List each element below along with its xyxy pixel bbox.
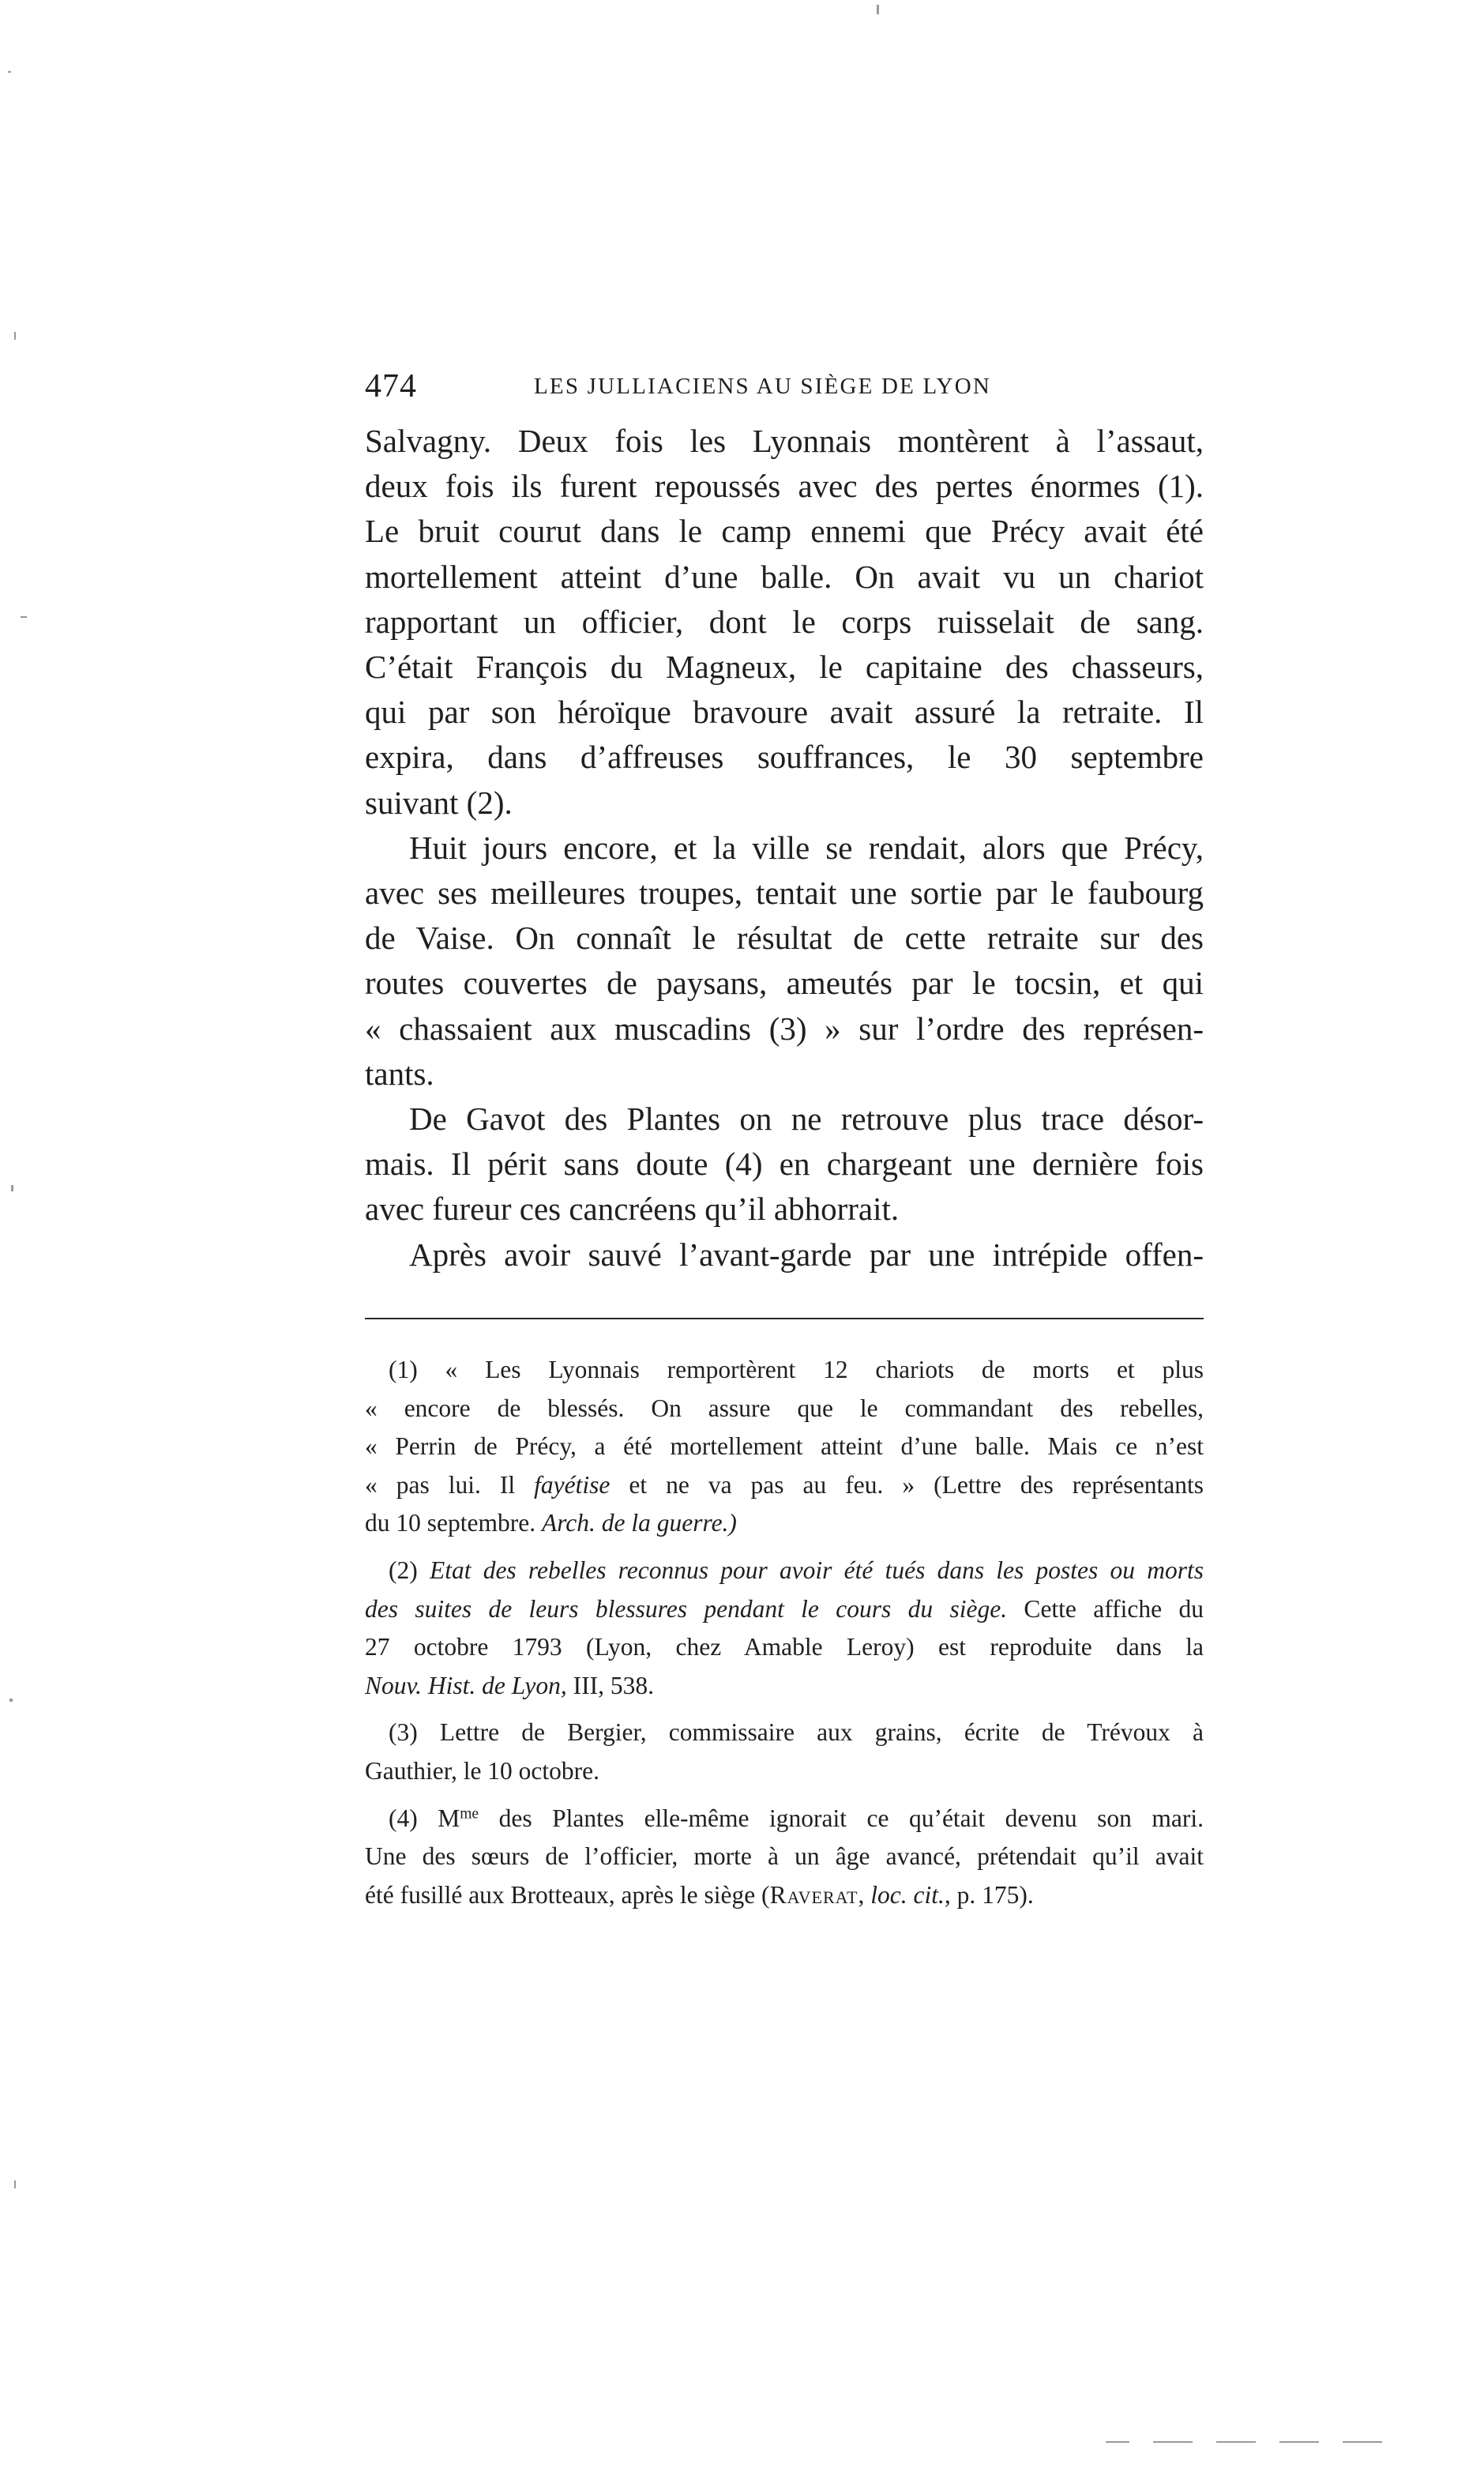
text-line: rapportant un officier, dont le corps ruisselait de sang. [365,603,1204,640]
scan-speck [11,1185,13,1191]
text-line: Salvagny. Deux fois les Lyonnais montèrent à l’assaut, [365,423,1204,459]
footnote-1 [365,1351,1204,1543]
footnote-line: (3) Lettre de Bergier, commissaire aux grains, écrite de Trévoux à [389,1718,1204,1747]
scan-speck [14,2180,16,2188]
text-line: C’était François du Magneux, le capitaine des chasseurs, [365,649,1204,686]
footnote-line: « Perrin de Précy, a été mortellement atteint d’une balle. Mais ce n’est [365,1432,1204,1461]
footnote-line [365,1876,1204,1915]
scan-speck [14,332,16,340]
paragraph-2 [365,826,1204,1097]
footnote-italic: Etat des rebelles reconnus pour avoir été tués dans les postes ou morts [429,1556,1204,1584]
footnote-line: 27 octobre 1793 (Lyon, chez Amable Leroy) est reproduite dans la [365,1633,1204,1661]
text-line: mais. Il périt sans doute (4) en chargeant une dernière fois [365,1146,1204,1183]
footnote-line: Une des sœurs de l’officier, morte à un âge avancé, prétendait qu’il avait [365,1842,1204,1871]
text-line: deux fois ils furent repoussés avec des pertes énormes (1). [365,468,1204,505]
footnote-text: été fusillé aux Brotteaux, après le siège ( [365,1880,770,1909]
scan-speck [1216,2441,1256,2443]
footnote-text: « pas lui. Il [365,1470,535,1499]
footnote-text: du 10 septembre. [365,1509,542,1537]
footnote-2 [365,1552,1204,1705]
footnote-text: et ne va pas au feu. » (Lettre des représentants [610,1470,1204,1499]
text-line: Après avoir sauvé l’avant-garde par une intrépide offen- [409,1236,1204,1273]
footnote-text: , [858,1880,871,1909]
footnotes [365,1351,1204,1923]
text-line: expira, dans d’affreuses souffrances, le 30 septembre [365,739,1204,776]
text-line: Huit jours encore, et la ville se rendait, alors que Précy, [409,829,1204,866]
paragraph-4 [365,1232,1204,1277]
scan-speck [1153,2441,1193,2443]
footnote-italic: loc. cit. [870,1880,945,1909]
scan-speck [877,5,879,14]
footnote-italic: fayétise [534,1470,611,1499]
footnote-text: des Plantes elle-même ignorait ce qu’était devenu son mari. [479,1804,1204,1832]
text-line: qui par son héroïque bravoure avait assuré la retraite. Il [365,694,1204,731]
footnote-line [365,1504,1204,1543]
footnote-italic: Arch. de la guerre.) [541,1509,737,1537]
footnote-text: , p. 175). [944,1880,1034,1909]
text-line: « chassaient aux muscadins (3) » sur l’ordre des représen- [365,1010,1204,1047]
text-line: De Gavot des Plantes on ne retrouve plus trace désor- [409,1101,1204,1138]
footnote-line: Gauthier, le 10 octobre. [365,1756,600,1785]
footnote-line [365,1590,1204,1629]
footnote-italic: Nouv. Hist. de Lyon, [365,1671,567,1699]
footnote-text: Cette affiche du [1007,1594,1204,1623]
footnote-line [365,1800,1204,1838]
scan-speck [1279,2441,1319,2443]
scan-speck [1343,2441,1382,2443]
page-number: 474 [365,368,417,404]
text-line: mortellement atteint d’une balle. On avait vu un chariot [365,558,1204,595]
text-line: routes couvertes de paysans, ameutés par le tocsin, et qui [365,965,1204,1002]
footnote-line [365,1466,1204,1505]
main-text [365,419,1204,1277]
scan-speck [1106,2441,1129,2443]
page-header [365,367,1202,415]
footnote-3 [365,1714,1204,1790]
footnote-line: (1) « Les Lyonnais remportèrent 12 chariots de morts et plus [389,1356,1204,1383]
superscript: me [460,1804,479,1822]
scan-speck [8,71,11,73]
footnote-text: III, 538. [566,1671,654,1699]
footnote-italic: des suites de leurs blessures pendant le cours du siège. [365,1594,1008,1623]
text-line: avec ses meilleures troupes, tentait une sortie par le faubourg [365,875,1204,912]
footnote-line: « encore de blessés. On assure que le commandant des rebelles, [365,1394,1204,1422]
paragraph-3 [365,1097,1204,1232]
paragraph-1 [365,419,1204,826]
text-line: Le bruit courut dans le camp ennemi que Précy avait été [365,513,1204,550]
footnote-4 [365,1800,1204,1915]
footnote-text: (2) [389,1556,430,1584]
text-line: suivant (2). [365,784,513,821]
text-line: tants. [365,1055,434,1092]
footnote-rule [365,1318,1204,1319]
author-name: Raverat [769,1880,858,1909]
footnote-line [365,1552,1204,1590]
text-line: de Vaise. On connaît le résultat de cette retraite sur des [365,920,1204,957]
scan-speck [9,1699,13,1702]
footnote-line [365,1667,1204,1706]
scan-speck [21,616,27,618]
footnote-text: (4) M [389,1804,460,1832]
running-title: LES JULLIACIENS AU SIÈGE DE LYON [534,374,991,399]
text-line: avec fureur ces cancréens qu’il abhorrait. [365,1191,900,1228]
